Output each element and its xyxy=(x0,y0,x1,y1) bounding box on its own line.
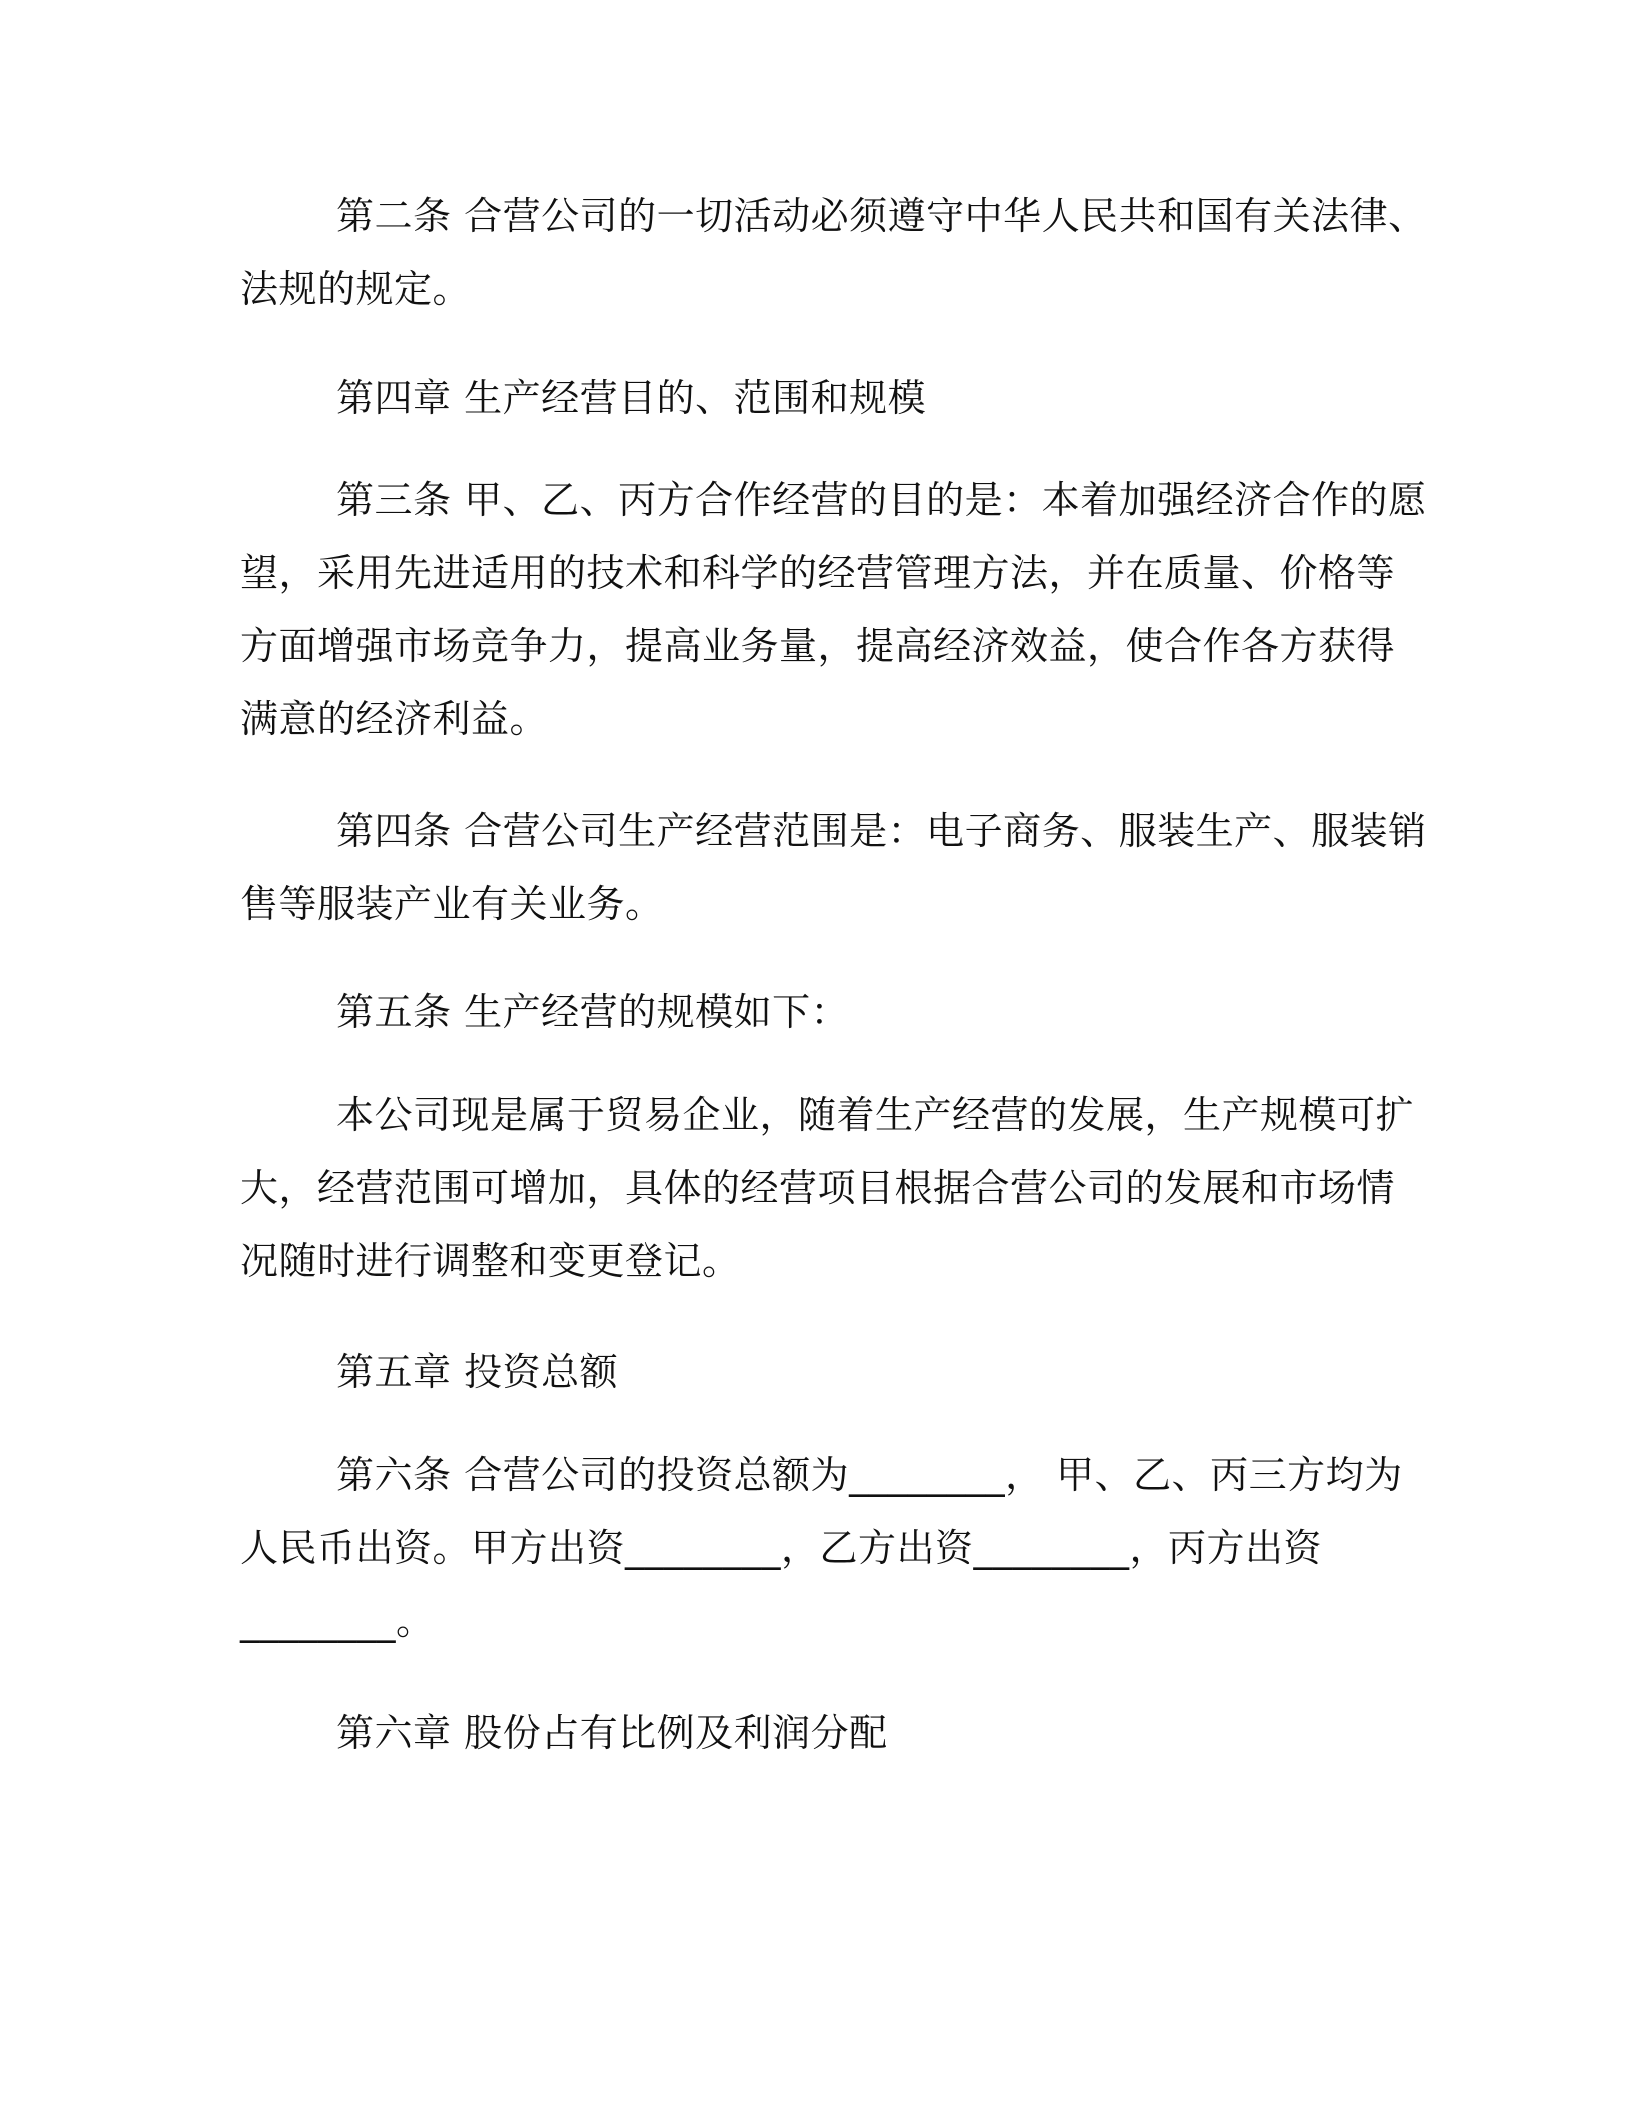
text-line: 况随时进行调整和变更登记。 xyxy=(240,1239,741,1283)
paragraph-article-5-detail xyxy=(240,1079,1415,1298)
paragraph-article-2 xyxy=(240,180,1427,326)
text-line: 第五条 生产经营的规模如下： xyxy=(336,990,850,1034)
text-line: 方面增强市场竞争力，提高业务量，提高经济效益，使合作各方获得 xyxy=(240,624,1396,668)
text-line: 大，经营范围可增加，具体的经营项目根据合营公司的发展和市场情 xyxy=(240,1166,1396,1210)
text-line: 本公司现是属于贸易企业，随着生产经营的发展，生产规模可扩 xyxy=(336,1093,1415,1137)
text-line: 第四条 合营公司生产经营范围是：电子商务、服装生产、服装销 xyxy=(336,809,1427,853)
text-line: 望，采用先进适用的技术和科学的经营管理方法，并在质量、价格等 xyxy=(240,551,1396,595)
text-line: 第三条 甲、乙、丙方合作经营的目的是：本着加强经济合作的愿 xyxy=(336,478,1427,522)
paragraph-article-4 xyxy=(240,795,1427,941)
paragraph-article-5 xyxy=(240,976,1390,1049)
paragraph-article-6 xyxy=(240,1439,1403,1658)
text-line: ________。 xyxy=(240,1599,435,1643)
text-line: 满意的经济利益。 xyxy=(240,697,549,741)
text-line: 第二条 合营公司的一切活动必须遵守中华人民共和国有关法律、 xyxy=(336,194,1427,238)
text-line: 法规的规定。 xyxy=(240,267,472,311)
chapter-heading-6 xyxy=(240,1697,1390,1770)
text-line: 第六条 合营公司的投资总额为________， 甲、乙、丙三方均为 xyxy=(336,1453,1403,1497)
text-line: 第五章 投资总额 xyxy=(336,1350,619,1394)
text-line: 第四章 生产经营目的、范围和规模 xyxy=(336,376,927,420)
chapter-heading-4 xyxy=(240,362,1390,435)
paragraph-article-3 xyxy=(240,464,1427,756)
chapter-heading-5 xyxy=(240,1336,1390,1409)
text-line: 售等服装产业有关业务。 xyxy=(240,882,664,926)
text-line: 第六章 股份占有比例及利润分配 xyxy=(336,1711,888,1755)
text-line: 人民币出资。甲方出资________，乙方出资________，丙方出资 xyxy=(240,1526,1323,1570)
